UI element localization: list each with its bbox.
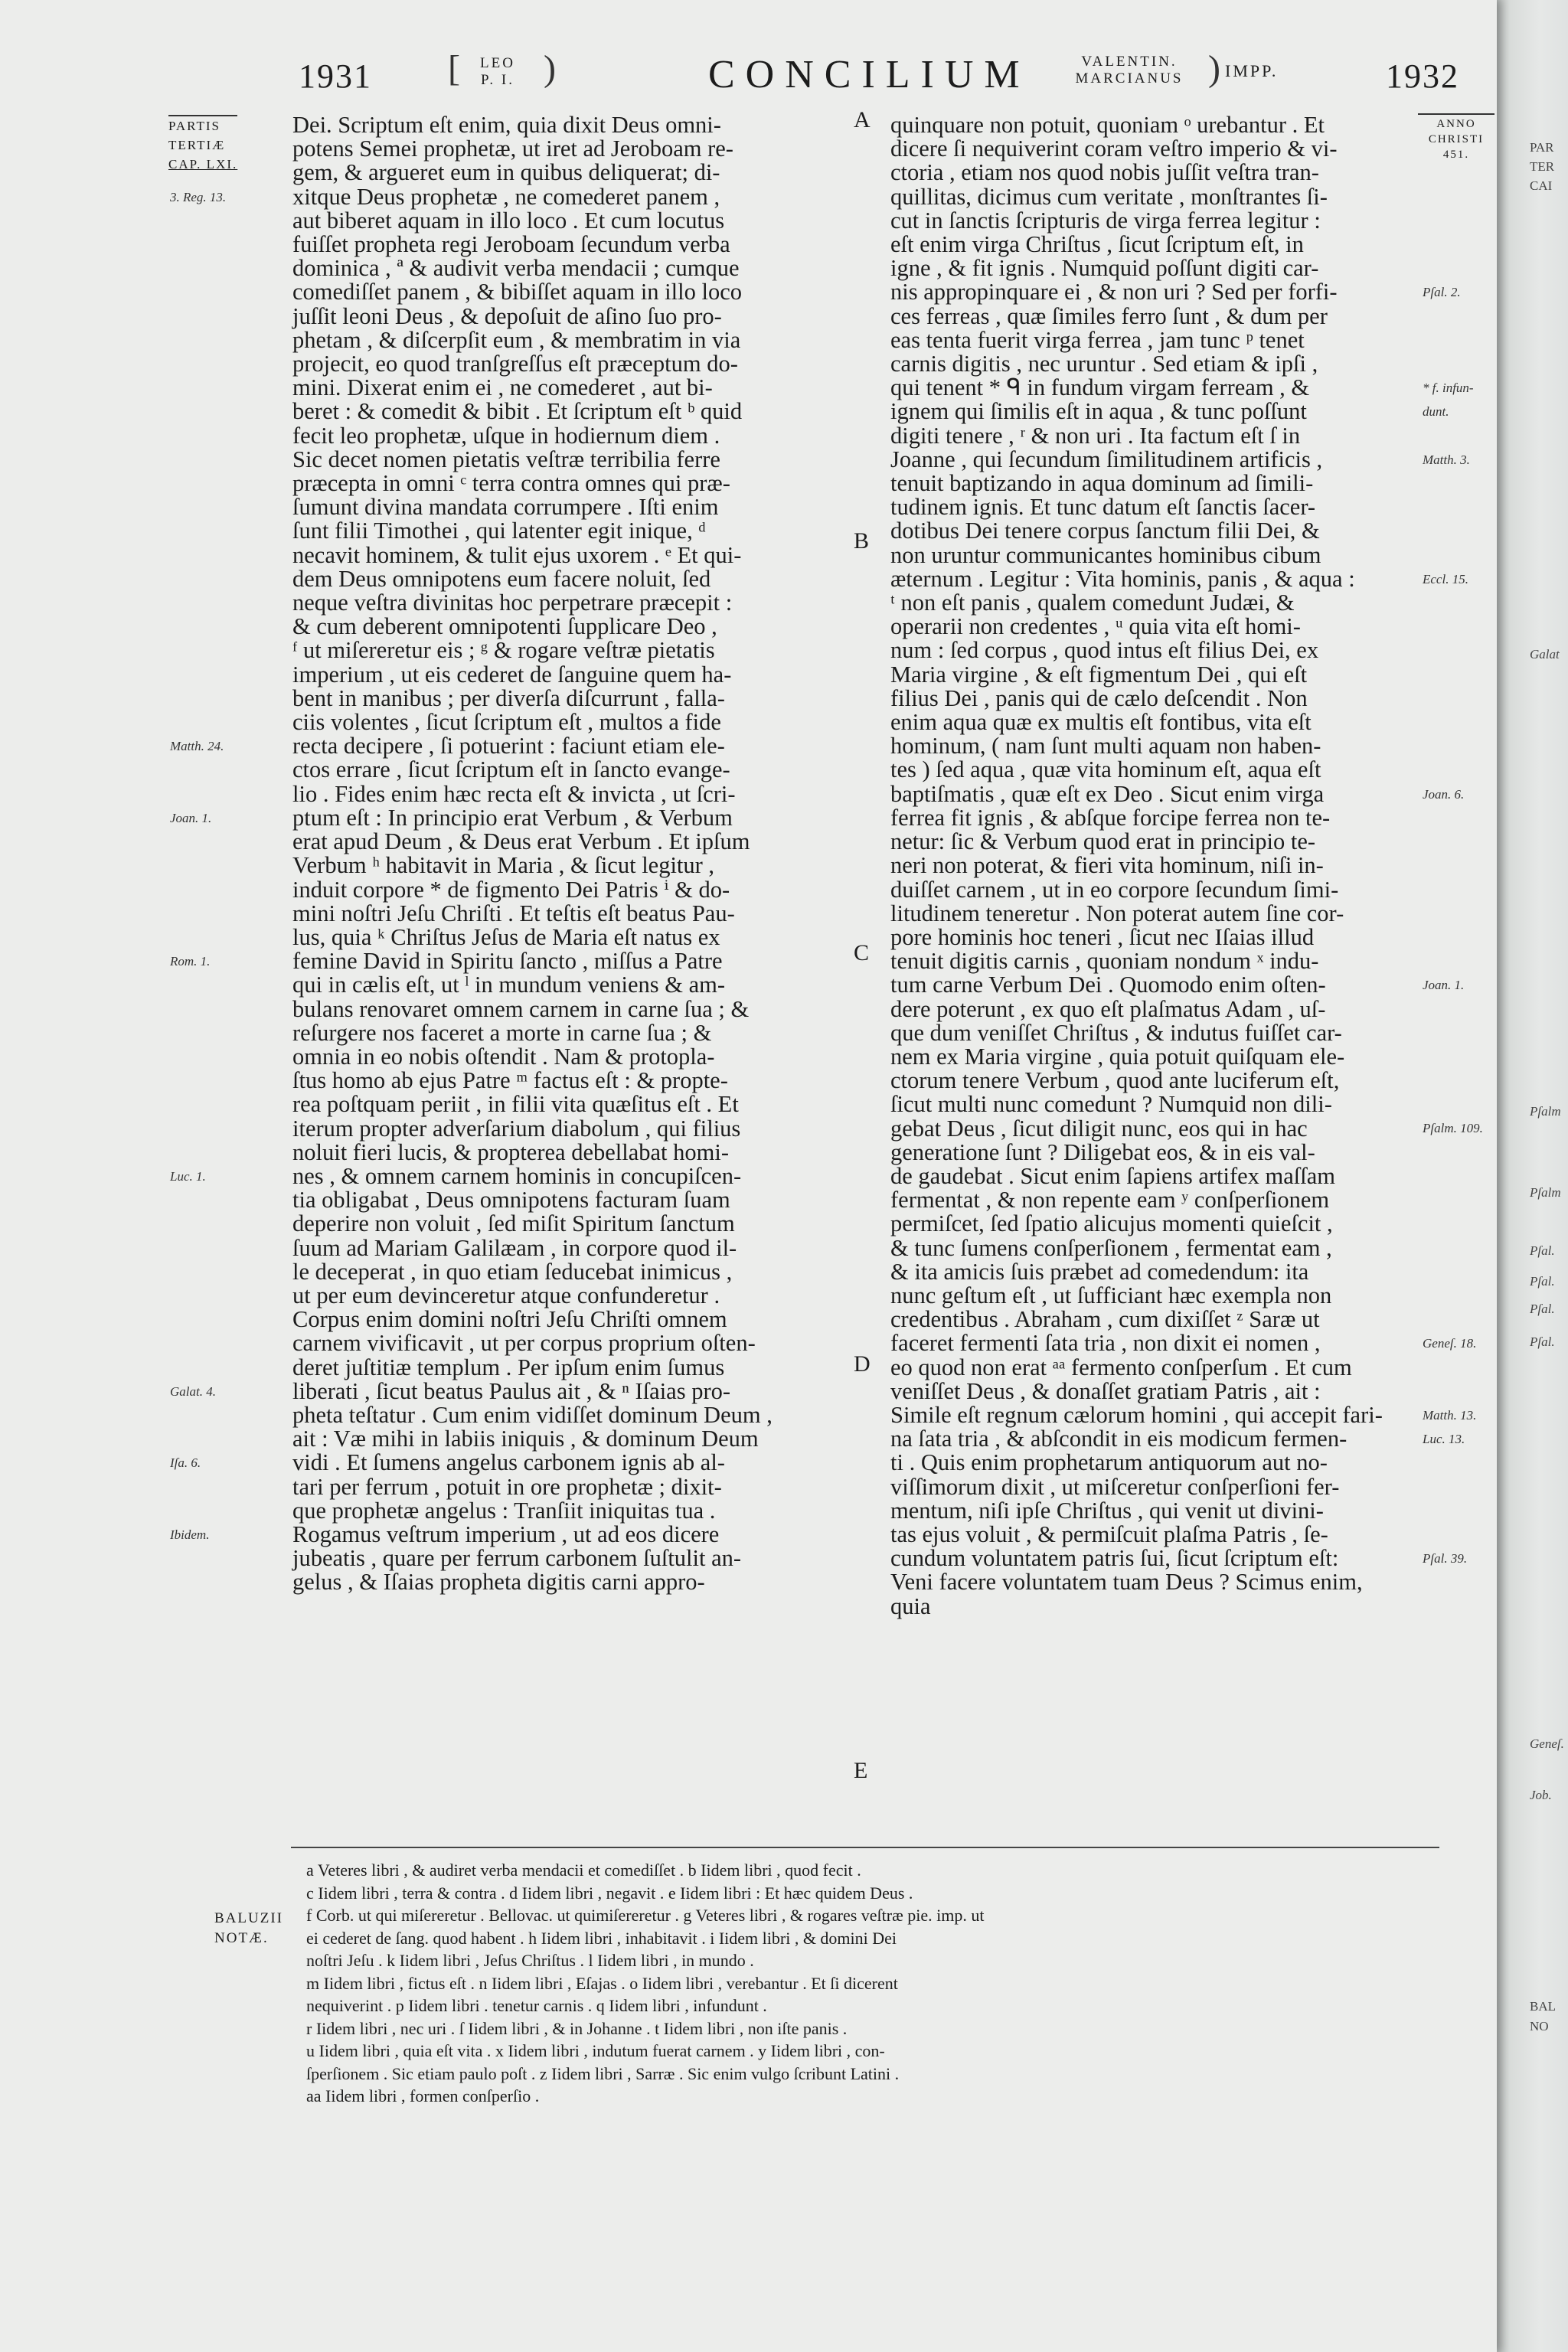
- edge-word: CAI: [1530, 178, 1553, 193]
- text-line: dem Deus omnipotens eum facere noluit, ſed: [292, 565, 711, 592]
- text-line: Simile eſt regnum cælorum homini , qui accepit fari-: [890, 1401, 1383, 1428]
- footnote-line: c Iidem libri , terra & contra . d Iidem libri , negavit . e Iidem libri : Et hæc quidem Deus .: [306, 1883, 913, 1903]
- edge-word: BAL: [1530, 1999, 1556, 2014]
- margin-reference: Rom. 1.: [170, 954, 211, 969]
- notes-label-line: NOTÆ.: [214, 1930, 269, 1946]
- text-line: bent in manibus ; per diverſa diſcurrunt , falla-: [292, 684, 725, 711]
- header-brace: ): [1208, 48, 1220, 89]
- edge-word: Geneſ.: [1530, 1736, 1564, 1751]
- text-line: noluit fieri lucis, & propterea debellabat homi-: [292, 1138, 729, 1165]
- text-column-right: [890, 113, 1442, 1619]
- text-line: ᶠ ut miſereretur eis ; ᵍ & rogare veſtræ pietatis: [292, 637, 715, 664]
- text-line: æternum . Legitur : Vita hominis, panis , & aqua :: [890, 565, 1355, 592]
- text-line: operarii non credentes , ᵘ quia vita eſt homi-: [890, 613, 1301, 640]
- text-line: Rogamus veſtrum imperium , ut ad eos dicere: [292, 1521, 720, 1547]
- text-line: lio . Fides enim hæc recta eſt & invicta , ut ſcri-: [292, 780, 736, 807]
- text-line: baptiſmatis , quæ eſt ex Deo . Sicut enim virga: [890, 780, 1325, 807]
- text-line: lus, quia ᵏ Chriſtus Jeſus de Maria eſt natus ex: [292, 923, 720, 950]
- text-line: & cum deberent omnipotenti ſupplicare Deo ,: [292, 613, 717, 640]
- edge-word: TER: [1530, 159, 1555, 174]
- text-line: erat apud Deum , & Deus erat Verbum . Et ipſum: [292, 828, 750, 855]
- text-line: ait : Væ mihi in labiis iniquis , & dominum Deum: [292, 1426, 759, 1452]
- margin-reference: Matth. 24.: [170, 739, 224, 754]
- text-line: mentum, niſi ipſe Chriſtus , qui venit ut divini-: [890, 1497, 1324, 1524]
- margin-reference: Galat. 4.: [170, 1383, 216, 1399]
- footnote-line: aa Iidem libri , formen conſperſio .: [306, 2086, 540, 2105]
- anno-line: CHRISTI: [1428, 133, 1485, 145]
- text-line: nis appropinquare ei , & non uri ? Sed per forfi-: [890, 279, 1338, 305]
- text-line: ferrea fit ignis , & abſque forcipe ferrea non te-: [890, 804, 1331, 831]
- text-line: nem ex Maria virgine , quia potuit quiſquam ele-: [890, 1043, 1345, 1070]
- text-line: potens Semei prophetæ, ut iret ad Jeroboam re-: [292, 136, 733, 162]
- footnote-line: m Iidem libri , fictus eſt . n Iidem libri , Eſajas . o Iidem libri , verebantur . Et ſi dicerent: [306, 1973, 898, 1993]
- text-line: ctorum tenere Verbum , quod ante luciferum eſt,: [890, 1067, 1340, 1094]
- text-line: ciis volentes , ſicut ſcriptum eſt , multos a fide: [292, 709, 721, 736]
- text-line: eo quod non erat ᵃᵃ fermento conſperſum . Et cum: [890, 1354, 1352, 1380]
- footnote-line: a Veteres libri , & audiret verba mendacii et comediſſet . b Iidem libri , quod fecit .: [306, 1860, 861, 1880]
- text-line: nes , & omnem carnem hominis in concupiſcen-: [292, 1162, 742, 1189]
- text-line: Maria virgine , & eſt figmentum Dei , qui eſt: [890, 661, 1308, 688]
- text-line: faceret fermenti ſata tria , non dixit ei nomen ,: [890, 1330, 1321, 1357]
- text-line: & ita amicis ſuis præbet ad comedendum: ita: [890, 1258, 1309, 1285]
- margin-reference: Geneſ. 18.: [1423, 1336, 1477, 1351]
- text-line: tenuit digitis carnis , quoniam nondum ˣ indu-: [890, 948, 1319, 975]
- text-line: mini noſtri Jeſu Chriſti . Et teſtis eſt beatus Pau-: [292, 900, 735, 926]
- page-number-right: 1932: [1386, 57, 1459, 95]
- text-line: igne , & fit ignis . Numquid poſſunt digiti car-: [890, 255, 1319, 282]
- header-pope: [467, 55, 528, 89]
- margin-reference: Luc. 1.: [170, 1168, 206, 1184]
- text-line: pore hominis hoc teneri , ſicut nec Iſaias illud: [890, 923, 1315, 950]
- text-line: cundum voluntatem patris ſui, ſicut ſcriptum eſt:: [890, 1545, 1339, 1572]
- text-line: veniſſet Deus , & donaſſet gratiam Patris , ait :: [890, 1377, 1321, 1404]
- edge-word: Pſalm: [1530, 1185, 1561, 1200]
- text-line: xitque Deus prophetæ , ne comederet panem ,: [292, 183, 720, 210]
- text-line: ut per eum devinceretur atque confunderetur .: [292, 1282, 720, 1308]
- footnote-line: nequiverint . p Iidem libri . tenetur carnis . q Iidem libri , infundunt .: [306, 1996, 767, 2015]
- part-label-line: CAP. LXI.: [168, 157, 238, 172]
- margin-reference: Joan. 6.: [1423, 786, 1465, 802]
- text-line: ſumunt divina mandata corrumpere . Iſti enim: [292, 494, 719, 521]
- text-line: tudinem ignis. Et tunc datum eſt ſanctis ſacer-: [890, 494, 1316, 521]
- text-line: non uruntur communicantes hominibus cibum: [890, 541, 1321, 568]
- text-line: viſſimorum dixit , ut miſceretur conſperſioni fer-: [890, 1473, 1340, 1500]
- text-line: na ſata tria , & abſcondit in eis modicum fermen-: [890, 1426, 1348, 1452]
- margin-reference: Pſal. 39.: [1423, 1551, 1468, 1566]
- header-emperor-2: MARCIANUS: [1075, 70, 1184, 87]
- text-line: necavit hominem, & tulit ejus uxorem . ᵉ Et qui-: [292, 541, 742, 568]
- part-label: [168, 115, 237, 174]
- text-line: ces ferreas , quæ ſimiles ferro ſunt , & dum per: [890, 302, 1328, 329]
- text-line: qui in cælis eſt, ut ˡ in mundum veniens & am-: [292, 972, 726, 998]
- margin-reference: Joan. 1.: [170, 810, 212, 825]
- text-line: fermentat , & non repente eam ʸ conſperſionem: [890, 1187, 1330, 1214]
- text-line: ſtus homo ab ejus Patre ᵐ factus eſt : & propte-: [292, 1067, 728, 1094]
- footnote-line: f Corb. ut qui miſereretur . Bellovac. ut quimiſereretur . g Veteres libri , & rogares veſtræ pie. imp. ut: [306, 1906, 985, 1925]
- text-line: gebat Deus , ſicut diligit nunc, eos qui in hac: [890, 1115, 1308, 1142]
- text-line: permiſcet, ſed ſpatio alicujus momenti quieſcit ,: [890, 1210, 1333, 1237]
- text-line: de gaudebat . Sicut enim ſapiens artifex maſſam: [890, 1162, 1336, 1189]
- footnote-line: ei cederet de ſang. quod habent . h Iidem libri , inhabitavit . i Iidem libri , & domini Dei: [306, 1928, 897, 1948]
- text-line: Dei. Scriptum eſt enim, quia dixit Deus omni-: [292, 112, 721, 138]
- section-letter: A: [854, 107, 871, 132]
- notes-label-line: BALUZII: [214, 1910, 283, 1926]
- margin-reference: Eccl. 15.: [1423, 571, 1468, 586]
- text-line: tum carne Verbum Dei . Quomodo enim oſten-: [890, 972, 1326, 998]
- part-label-line: TERTIÆ: [168, 138, 226, 152]
- text-line: induit corpore * de figmento Dei Patris ⁱ & do-: [292, 876, 730, 903]
- text-line: liberati , ſicut beatus Paulus ait , & ⁿ Iſaias pro-: [292, 1377, 731, 1404]
- text-line: netur: ſic & Verbum quod erat in principio te-: [890, 828, 1316, 855]
- header-bracket: [: [448, 48, 460, 89]
- text-line: fuiſſet propheta regi Jeroboam ſecundum verba: [292, 231, 730, 258]
- edge-word: Job.: [1530, 1788, 1552, 1802]
- margin-reference: Pſal. 2.: [1423, 285, 1461, 300]
- text-line: ᵗ non eſt panis , qualem comedunt Judæi, &: [890, 590, 1295, 616]
- section-letter: C: [854, 940, 870, 965]
- text-line: iterum propter adverſarium diabolum , qui filius: [292, 1115, 741, 1142]
- text-line: comediſſet panem , & bibiſſet aquam in illo loco: [292, 279, 742, 305]
- margin-reference: Matth. 13.: [1423, 1407, 1477, 1423]
- text-line: tenuit baptizando in aqua dominum ad ſimili-: [890, 470, 1314, 497]
- header-pope-number: P. I.: [480, 72, 515, 88]
- anno-line: 451.: [1442, 149, 1470, 161]
- text-line: ti . Quis enim prophetarum antiquorum aut no-: [890, 1449, 1328, 1476]
- text-line: jubeatis , quare per ferrum carbonem ſuſtulit an-: [292, 1545, 742, 1572]
- text-line: cut in ſanctis ſcripturis de virga ferrea legitur :: [890, 207, 1321, 234]
- header-emperor-1: VALENTIN.: [1081, 54, 1178, 70]
- text-line: credentibus . Abraham , cum dixiſſet ᶻ Saræ ut: [890, 1306, 1320, 1333]
- anno-line: ANNO: [1436, 118, 1476, 130]
- text-column-left: [292, 113, 844, 1595]
- text-line: dominica , ª & audivit verba mendacii ; cumque: [292, 255, 740, 282]
- text-line: filius Dei , panis qui de cælo deſcendit . Non: [890, 684, 1308, 711]
- footnote-line: r Iidem libri , nec uri . ſ Iidem libri , & in Johanne . t Iidem libri , non iſte panis .: [306, 2018, 848, 2038]
- text-line: tas ejus voluit , & permiſcuit plaſma Patris , ſe-: [890, 1521, 1328, 1547]
- text-line: Verbum ʰ habitavit in Maria , & ſicut legitur ,: [292, 852, 715, 879]
- text-line: eas tenta fuerit virga ferrea , jam tunc ᵖ tenet: [890, 326, 1305, 353]
- margin-reference: dunt.: [1423, 404, 1449, 420]
- edge-word: PAR: [1530, 140, 1554, 155]
- text-line: carnem vivificavit , ut per corpus proprium oſten-: [292, 1330, 756, 1357]
- text-line: gelus , & Iſaias propheta digitis carni appro-: [292, 1569, 705, 1596]
- text-line: imperium , ut eis cederet de ſanguine quem ha-: [292, 661, 732, 688]
- margin-reference: Luc. 13.: [1423, 1432, 1465, 1446]
- text-line: Corpus enim domini noſtri Jeſu Chriſti omnem: [292, 1306, 727, 1333]
- text-line: recta decipere , ſi potuerint : faciunt etiam ele-: [292, 733, 725, 760]
- margin-reference: Pſalm. 109.: [1423, 1121, 1483, 1136]
- edge-word: Pſal.: [1530, 1334, 1555, 1349]
- section-letter: B: [854, 528, 870, 554]
- text-line: quinquare non potuit, quoniam ᵒ urebantur . Et: [890, 112, 1325, 138]
- text-line: ptum eſt : In principio erat Verbum , & Verbum: [292, 804, 733, 831]
- text-line: mini. Dixerat enim ei , ne comederet , aut bi-: [292, 374, 713, 401]
- text-line: femine David in Spiritu ſancto , miſſus a Patre: [292, 948, 723, 975]
- page-number-left: 1931: [299, 57, 372, 95]
- text-line: beret : & comedit & bibit . Et ſcriptum eſt ᵇ quid: [292, 398, 743, 425]
- margin-reference: Iſa. 6.: [170, 1455, 201, 1471]
- text-line: Joanne , qui ſecundum ſimilitudinem artificis ,: [890, 446, 1323, 472]
- text-line: tes ) ſed aqua , quæ vita hominum eſt, aqua eſt: [890, 756, 1321, 783]
- text-line: digiti tenere , ʳ & non uri . Ita factum eſt ſ in: [890, 422, 1301, 449]
- text-line: ſunt filii Timothei , qui latenter egit inique, ᵈ: [292, 518, 706, 544]
- footnote-line: ſperſionem . Sic etiam paulo poſt . z Iidem libri , Sarræ . Sic enim vulgo ſcribunt Latini .: [306, 2063, 900, 2083]
- text-line: juſſit leoni Deus , & depoſuit de aſino ſuo pro-: [292, 302, 722, 329]
- text-line: omnia in eo nobis oſtendit . Nam & protopla-: [292, 1043, 715, 1070]
- text-line: pheta teſtatur . Cum enim vidiſſet dominum Deum ,: [292, 1401, 773, 1428]
- text-line: præcepta in omni ᶜ terra contra omnes qui præ-: [292, 470, 730, 497]
- footnote-line: u Iidem libri , quia eſt vita . x Iidem libri , indutum fuerat carnem . y Iidem libri , con-: [306, 2041, 885, 2060]
- header-title: CONCILIUM: [708, 53, 1031, 96]
- text-line: reſurgere nos faceret a morte in carne ſua ; &: [292, 1019, 712, 1046]
- edge-word: Pſalm: [1530, 1104, 1561, 1119]
- text-line: fecit leo prophetæ, uſque in hodiernum diem .: [292, 422, 720, 449]
- text-line: projecit, eo quod tranſgreſſus eſt præceptum do-: [292, 351, 738, 377]
- margin-reference: Joan. 1.: [1423, 978, 1465, 993]
- text-line: enim aqua quæ ex multis eſt fontibus, vita eſt: [890, 709, 1312, 736]
- text-line: deret juſtitiæ templum . Per ipſum enim ſumus: [292, 1354, 725, 1380]
- text-line: ſuum ad Mariam Galilæam , in corpore quod il-: [292, 1234, 737, 1261]
- part-label-line: PARTIS: [168, 115, 237, 136]
- text-line: ſicut multi nunc comedunt ? Numquid non dili-: [890, 1091, 1332, 1118]
- header-brace: ): [544, 48, 556, 89]
- margin-reference: * f. infun-: [1423, 381, 1474, 396]
- text-line: gem, & argueret eum in quibus deliquerat; di-: [292, 159, 720, 186]
- text-line: vidi . Et ſumens angelus carbonem ignis ab al-: [292, 1449, 725, 1476]
- text-line: hominum, ( nam ſunt multi aquam non haben-: [890, 733, 1321, 760]
- text-line: ctoria , etiam nos quod nobis juſſit veſtra tran-: [890, 159, 1319, 186]
- margin-reference: Matth. 3.: [1423, 452, 1470, 467]
- notes-rule: [291, 1847, 1439, 1848]
- running-header: [0, 46, 1497, 107]
- text-line: eſt enim virga Chriſtus , ſicut ſcriptum eſt, in: [890, 231, 1304, 258]
- text-line: le deceperat , in quo etiam ſeducebat inimicus ,: [292, 1258, 733, 1285]
- text-line: dicere ſi nequiverint coram veſtro imperio & vi-: [890, 136, 1338, 162]
- edge-word: Pſal.: [1530, 1243, 1555, 1258]
- text-line: tari per ferrum , potuit in ore prophetæ ; dixit-: [292, 1473, 722, 1500]
- footnote-line: noſtri Jeſu . k Iidem libri , Jeſus Chriſtus . l Iidem libri , in mundo .: [306, 1951, 754, 1970]
- text-line: generatione ſunt ? Diligebat eos, & in eis val-: [890, 1138, 1315, 1165]
- footnotes: [306, 1859, 984, 2108]
- text-line: Veni facere voluntatem tuam Deus ? Scimus enim,: [890, 1569, 1363, 1596]
- text-line: num : ſed corpus , quod intus eſt filius Dei, ex: [890, 637, 1319, 664]
- text-line: qui tenent * ᑫ in fundum virgam ferream , &: [890, 374, 1310, 401]
- header-emperors: [1057, 54, 1202, 87]
- edge-word: Pſal.: [1530, 1302, 1555, 1316]
- text-line: rea poſtquam periit , in filii vita quæſitus eſt . Et: [292, 1091, 739, 1118]
- text-line: aut biberet aquam in illo loco . Et cum locutus: [292, 207, 725, 234]
- text-line: que dum veniſſet Chriſtus , & indutus fuiſſet car-: [890, 1019, 1342, 1046]
- text-line: neri non poterat, & fieri vita hominum, niſi in-: [890, 852, 1324, 879]
- text-line: deperire non voluit , ſed miſit Spiritum ſanctum: [292, 1210, 735, 1237]
- header-pope-name: LEO: [480, 55, 515, 71]
- edge-word: NO: [1530, 2019, 1549, 2034]
- text-line: tia obligabat , Deus omnipotens facturam ſuam: [292, 1187, 730, 1214]
- text-line: quillitas, dicimus cum veritate , monſtrantes ſi-: [890, 183, 1328, 210]
- text-line: litudinem teneretur . Non poterat autem ſine cor-: [890, 900, 1344, 926]
- section-letter: E: [854, 1758, 868, 1783]
- text-line: Sic decet nomen pietatis veſtræ terribilia ferre: [292, 446, 720, 472]
- notes-label: [214, 1909, 283, 1949]
- text-line: que prophetæ angelus : Tranſiit iniquitas tua .: [292, 1497, 716, 1524]
- text-line: dotibus Dei tenere corpus ſanctum filii Dei, &: [890, 518, 1320, 544]
- text-line: ctos errare , ſicut ſcriptum eſt in ſancto evange-: [292, 756, 730, 783]
- edge-word: Pſal.: [1530, 1274, 1555, 1289]
- text-line: quia: [890, 1592, 931, 1619]
- text-line: duiſſet carnem , ut in eo corpore ſecundum ſimi-: [890, 876, 1339, 903]
- edge-word: Galat: [1530, 647, 1560, 662]
- margin-reference: 3. Reg. 13.: [170, 189, 227, 204]
- text-line: bulans renovaret omnem carnem in carne ſua ; &: [292, 995, 750, 1022]
- text-line: dere poterunt , ex quo eſt plaſmatus Adam , uſ-: [890, 995, 1326, 1022]
- header-impp: IMPP.: [1225, 61, 1279, 80]
- text-line: carnis digitis , nec uruntur . Sed etiam & ipſi ,: [890, 351, 1318, 377]
- section-letter: D: [854, 1351, 871, 1377]
- text-line: ignem qui ſimilis eſt in aqua , & tunc poſſunt: [890, 398, 1307, 425]
- text-line: phetam , & diſcerpſit eum , & membratim in via: [292, 326, 741, 353]
- text-line: neque veſtra divinitas hoc perpetrare præcepit :: [292, 590, 733, 616]
- text-line: nunc geſtum eſt , ut ſufficiant hæc exempla non: [890, 1282, 1332, 1308]
- margin-reference: Ibidem.: [170, 1527, 210, 1542]
- text-line: & tunc ſumens conſperſionem , fermentat eam ,: [890, 1234, 1332, 1261]
